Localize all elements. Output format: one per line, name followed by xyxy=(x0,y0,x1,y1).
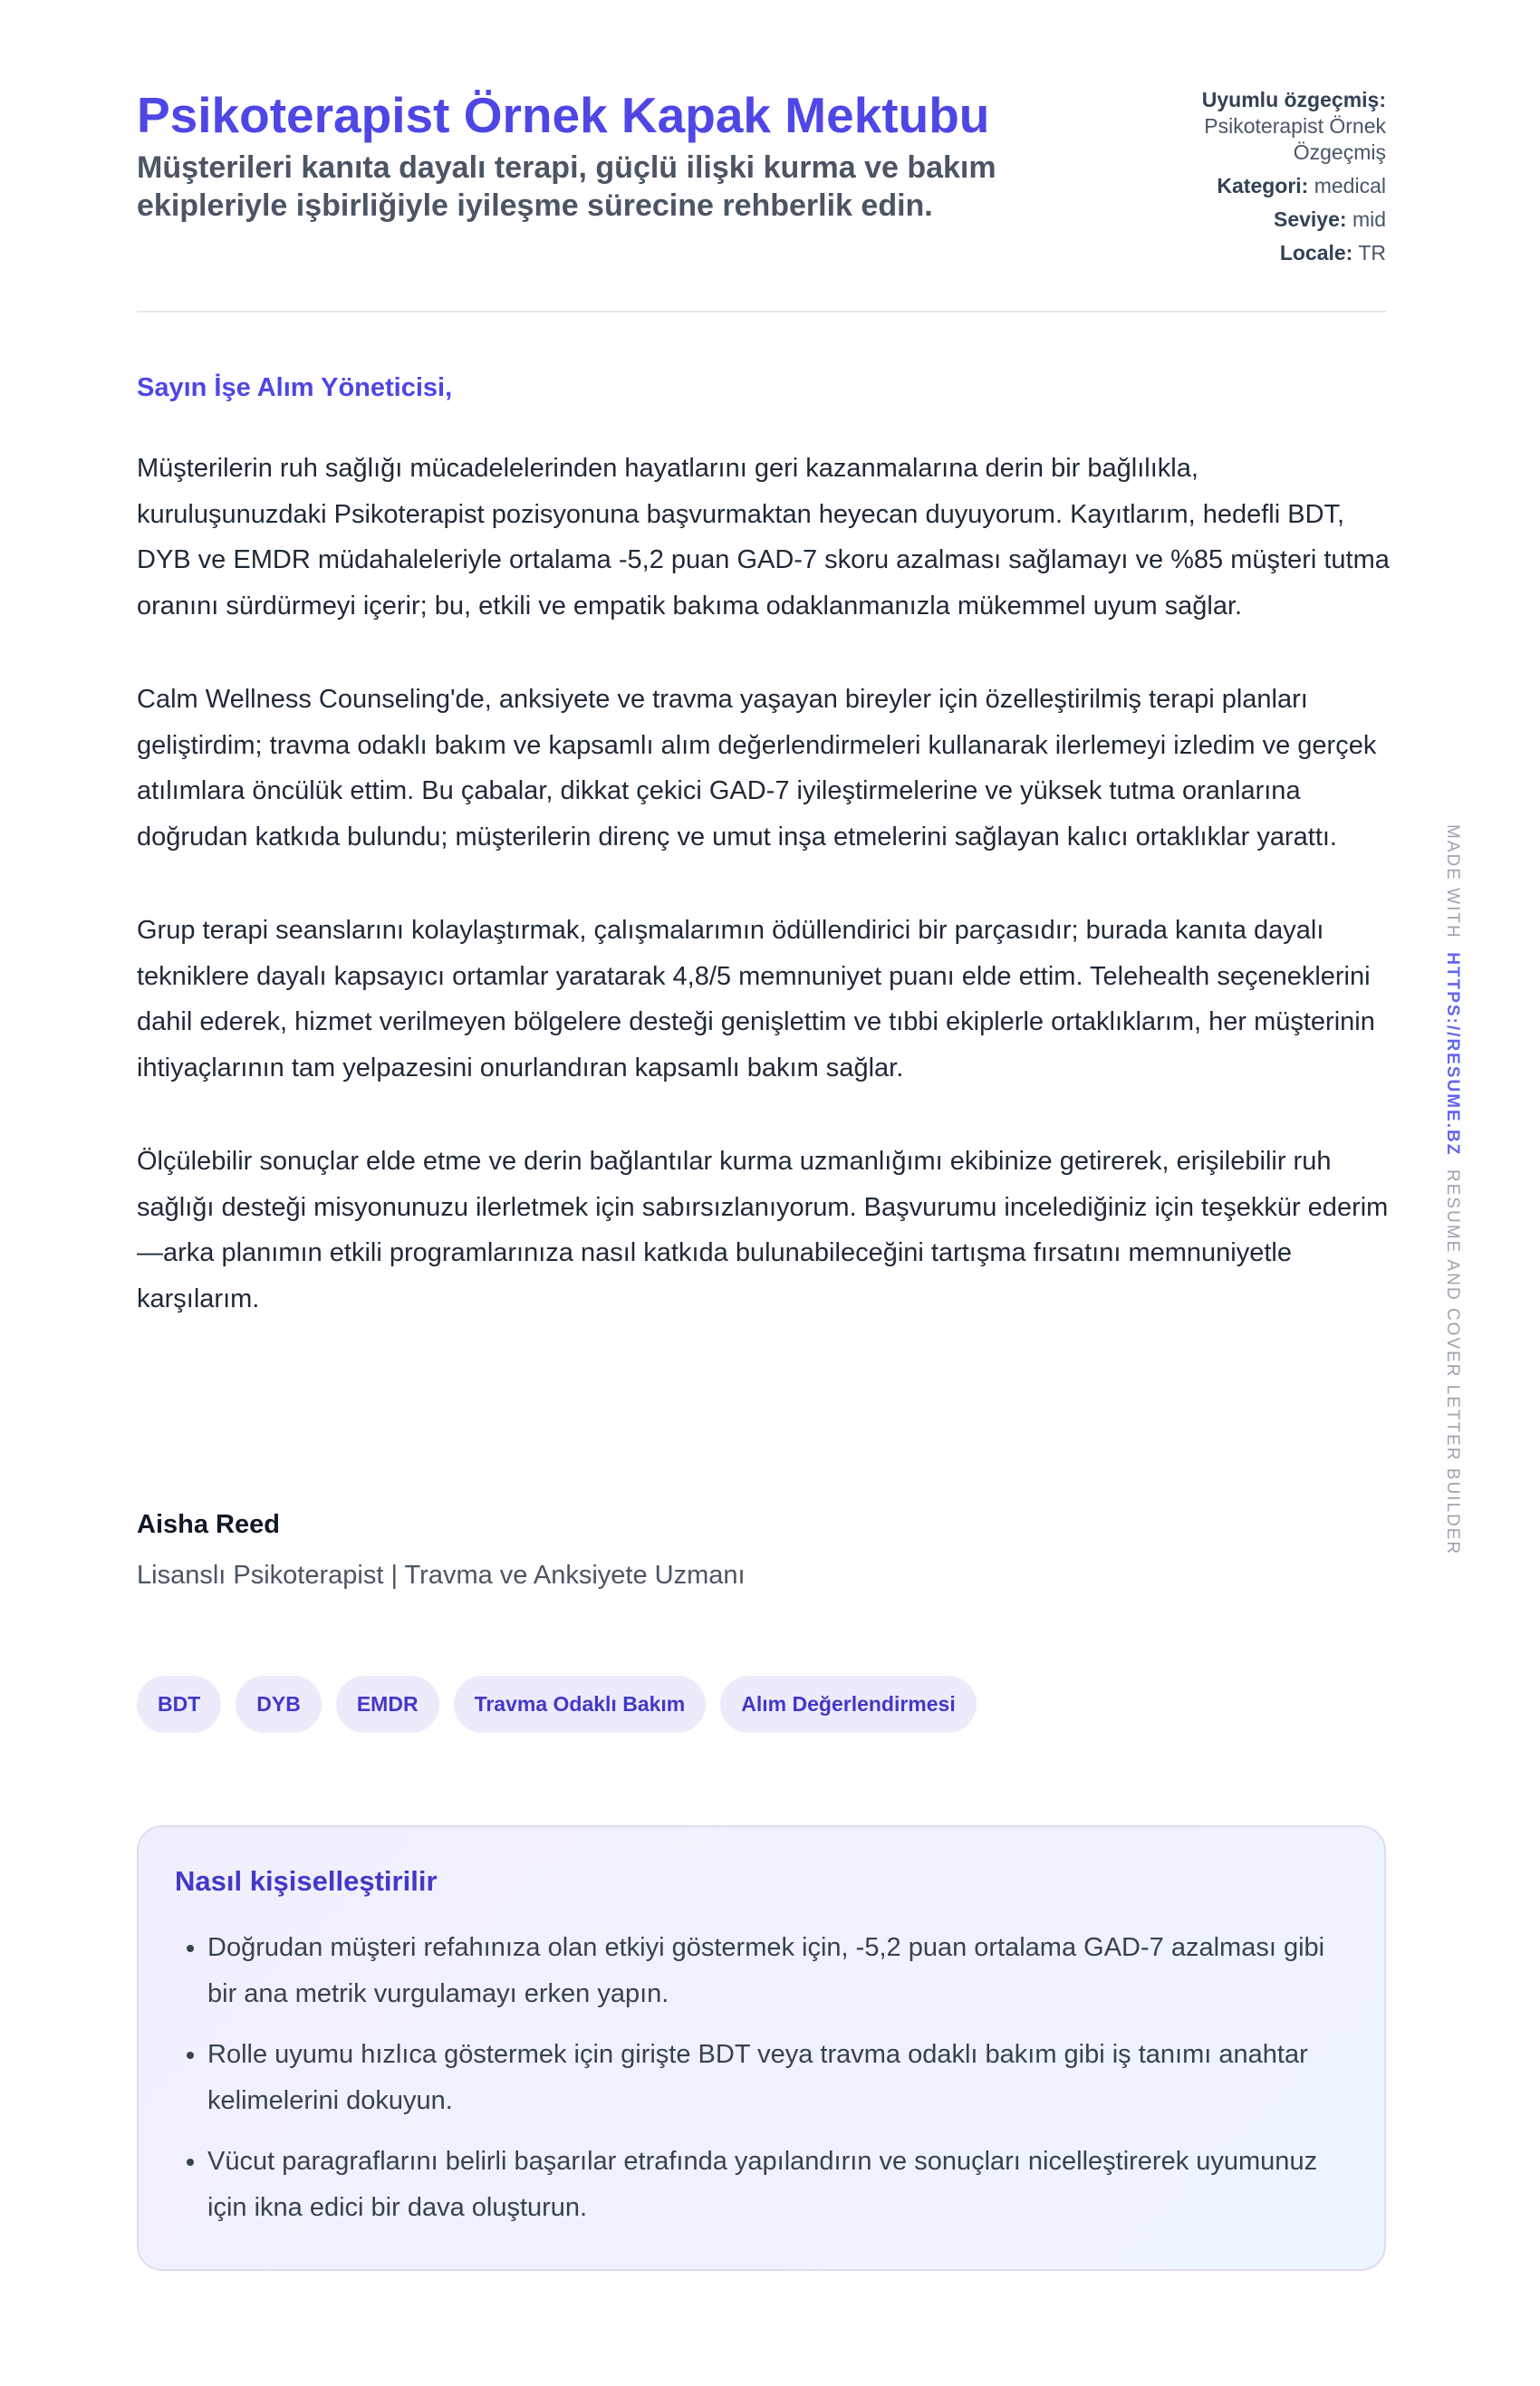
letter-body xyxy=(137,446,1391,1370)
tips-title: Nasıl kişiselleştirilir xyxy=(175,1865,438,1897)
tag: Travma Odaklı Bakım xyxy=(454,1676,707,1733)
header xyxy=(137,83,1386,313)
tag-list xyxy=(137,1676,977,1733)
meta-info xyxy=(1150,87,1386,274)
signature-title: Lisanslı Psikoterapist | Travma ve Anksiyete Uzmanı xyxy=(137,1561,746,1590)
salutation: Sayın İşe Alım Yöneticisi, xyxy=(137,373,453,402)
paragraph: Calm Wellness Counseling'de, anksiyete ve travma yaşayan bireyler için özelleştirilmiş terapi planları geliştirdim; travma odaklı bakım ve kapsamlı alım değerlendirmeleri kullanarak ilerlemeyi izledim ve gerçek atılımlara öncülük ettim. Bu çabalar, dikkat çekici GAD-7 iyileştirmelerine ve yüksek tutma oranlarına doğrudan katkıda bulundu; müşterilerin direnç ve umut inşa etmelerini sağlayan kalıcı ortaklıklar yarattı. xyxy=(137,685,1377,851)
page-subtitle: Müşterileri kanıta dayalı terapi, güçlü ilişki kurma ve bakım ekipleriyle işbirliğiyle iyileşme sürecine rehberlik edin. xyxy=(137,150,996,223)
tag: BDT xyxy=(137,1676,221,1733)
tag: Alım Değerlendirmesi xyxy=(720,1676,976,1733)
meta-resume: Uyumlu özgeçmiş: Psikoterapist Örnek Özgeçmiş xyxy=(1201,88,1386,164)
paragraph: Ölçülebilir sonuçlar elde etme ve derin bağlantılar kurma uzmanlığımı ekibinize getirerek, erişilebilir ruh sağlığı desteği misyonunuzu ilerletmek için sabırsızlanıyorum. Başvurumu incelediğiniz için teşekkür ederim—arka planımın etkili programlarınıza nasıl katkıda bulunabileceğini tartışma fırsatını memnuniyetle karşılarım. xyxy=(137,1147,1389,1313)
watermark: MADE WITH HTTPS://RESUME.BZ RESUME AND COVER LETTER BUILDER xyxy=(1443,824,1462,1556)
tip-item: • Doğrudan müşteri refahınıza olan etkiyi göstermek için, -5,2 puan ortalama GAD-7 azalması gibi bir ana metrik vurgulamayı erken yapın. xyxy=(207,1925,1348,2017)
paragraph: Grup terapi seanslarını kolaylaştırmak, çalışmalarımın ödüllendirici bir parçasıdır; burada kanıta dayalı tekniklere dayalı kapsayıcı ortamlar yaratarak 4,8/5 memnuniyet puanı elde ettim. Telehealth seçeneklerini dahil ederek, hizmet verilmeyen bölgelere desteği genişlettim ve tıbbi ekiplerle ortaklıklarım, her müşterinin ihtiyaçlarının tam yelpazesini onurlandıran kapsamlı bakım sağlar. xyxy=(137,916,1375,1082)
meta-level: Seviye: mid xyxy=(1273,207,1386,231)
tag: DYB xyxy=(236,1676,322,1733)
tag: EMDR xyxy=(336,1676,439,1733)
meta-locale: Locale: TR xyxy=(1279,241,1386,265)
page-title: Psikoterapist Örnek Kapak Mektubu xyxy=(137,87,990,143)
paragraph: Müşterilerin ruh sağlığı mücadelelerinden hayatlarını geri kazanmalarına derin bir bağlılıkla, kuruluşunuzdaki Psikoterapist pozisyonuna başvurmaktan heyecan duyuyorum. Kayıtlarım, hedefli BDT, DYB ve EMDR müdahaleleriyle ortalama -5,2 puan GAD-7 skoru azalması sağlamayı ve %85 müşteri tutma oranını sürdürmeyi içerir; bu, etkili ve empatik bakıma odaklanmanızla mükemmel uyum sağlar. xyxy=(137,454,1390,621)
meta-category: Kategori: medical xyxy=(1217,174,1386,197)
tip-item: • Rolle uyumu hızlıca göstermek için girişte BDT veya travma odaklı bakım gibi iş tanımı anahtar kelimelerini dokuyun. xyxy=(207,2032,1348,2124)
tips-box xyxy=(137,1825,1386,2271)
watermark-link[interactable]: HTTPS://RESUME.BZ xyxy=(1443,952,1462,1157)
tip-item: • Vücut paragraflarını belirli başarılar etrafında yapılandırın ve sonuçları nicelleştirerek uyumunuz için ikna edici bir dava oluşturun. xyxy=(207,2139,1348,2231)
tips-list xyxy=(175,1925,1348,2231)
signature-name: Aisha Reed xyxy=(137,1510,280,1539)
